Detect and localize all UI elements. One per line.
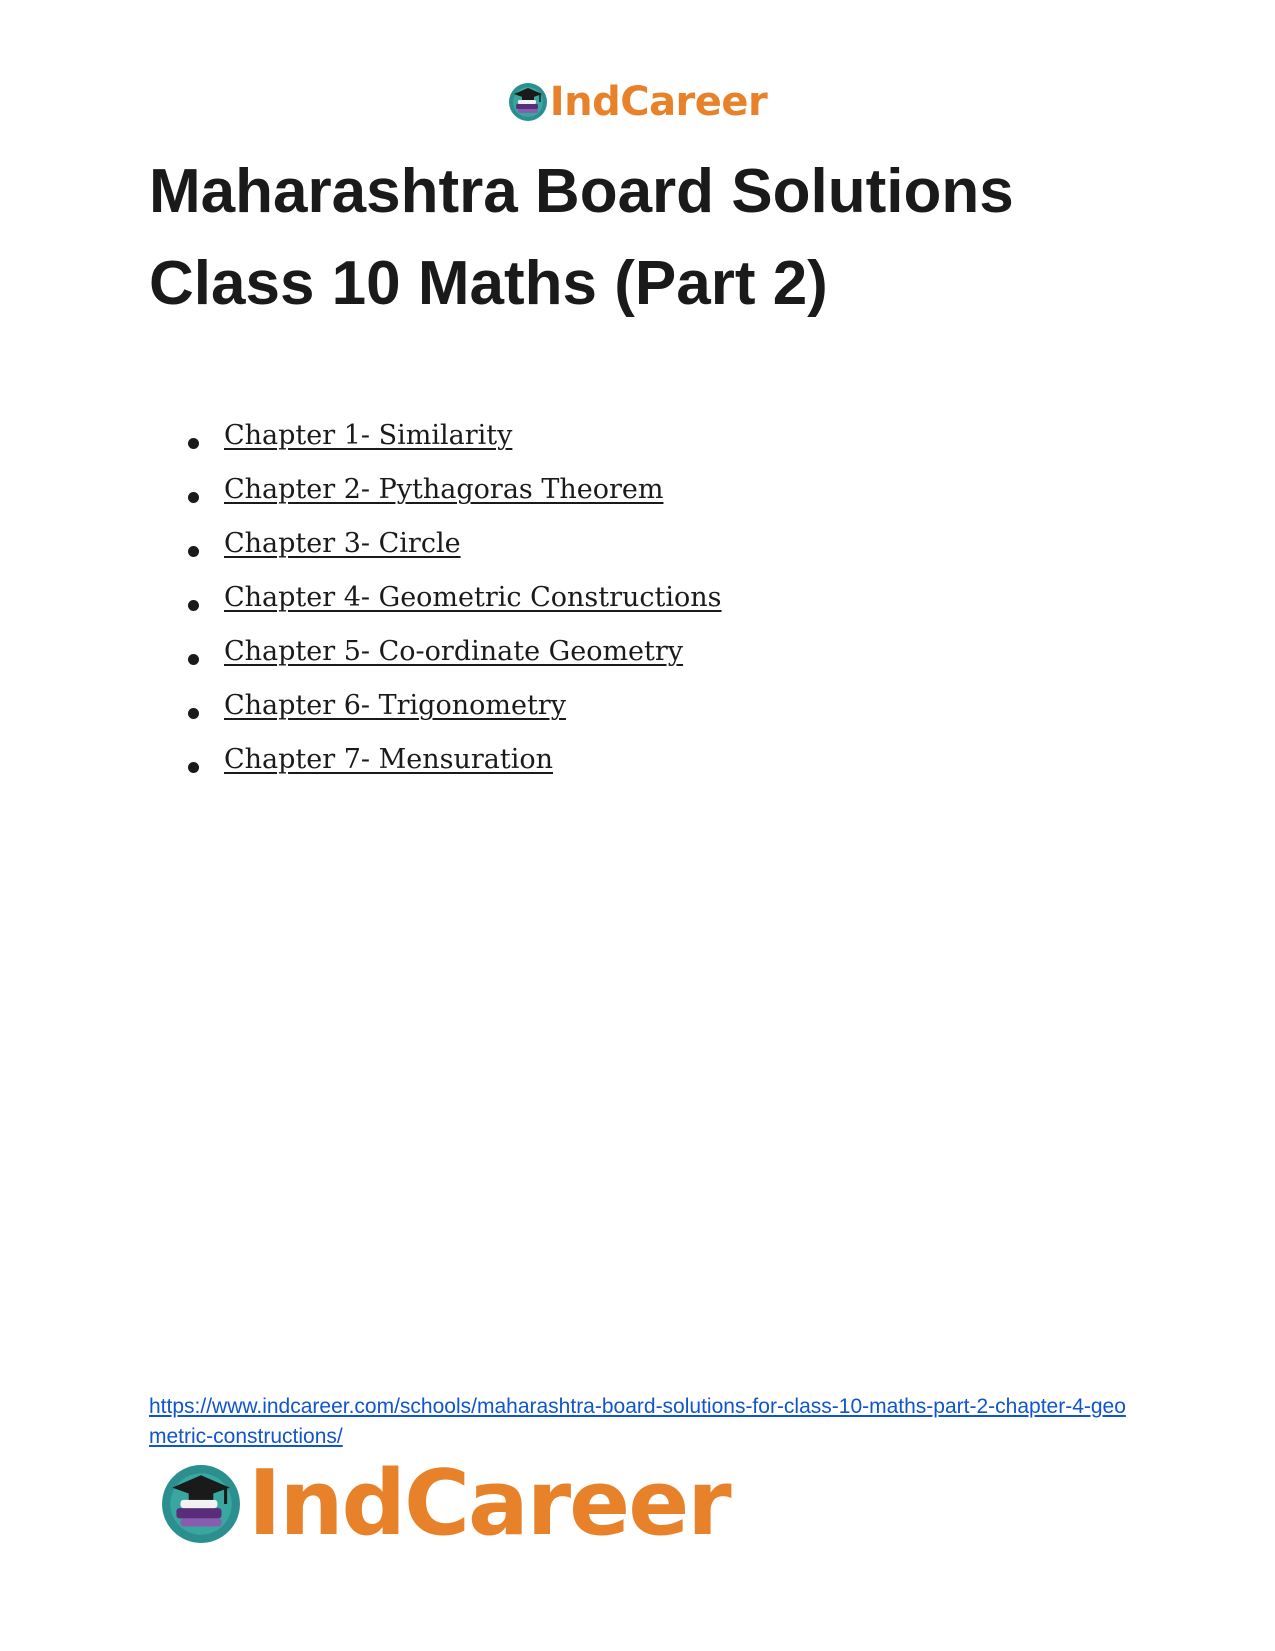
bullet-icon — [188, 654, 199, 665]
logo-text: IndCareer — [549, 79, 768, 125]
bullet-icon — [188, 600, 199, 611]
chapter-list-item — [224, 636, 722, 694]
chapter-link-6[interactable]: Chapter 6- Trigonometry — [224, 690, 566, 721]
graduation-cap-books-icon — [160, 1463, 242, 1545]
bullet-icon — [188, 762, 199, 773]
chapter-link-1[interactable]: Chapter 1- Similarity — [224, 420, 513, 451]
chapter-list-item — [224, 690, 722, 748]
chapter-list — [224, 420, 722, 802]
header-logo — [0, 80, 1275, 124]
chapter-list-item — [224, 528, 722, 586]
chapter-list-item — [224, 582, 722, 640]
page-title-line-1: Maharashtra Board Solutions — [149, 157, 1014, 226]
chapter-link-2[interactable]: Chapter 2- Pythagoras Theorem — [224, 474, 664, 505]
bullet-icon — [188, 708, 199, 719]
chapter-link-7[interactable]: Chapter 7- Mensuration — [224, 744, 554, 775]
bullet-icon — [188, 438, 199, 449]
page-title-line-2: Class 10 Maths (Part 2) — [149, 249, 828, 318]
chapter-list-item — [224, 474, 722, 532]
graduation-cap-books-icon — [508, 82, 548, 122]
source-url-link[interactable]: https://www.indcareer.com/schools/maharashtra-board-solutions-for-class-10-maths-part-2-chapter-4-geometric-constructions/ — [149, 1395, 1126, 1448]
indcareer-logo-large — [160, 1451, 730, 1556]
indcareer-logo — [508, 80, 768, 124]
bullet-icon — [188, 546, 199, 557]
chapter-link-3[interactable]: Chapter 3- Circle — [224, 528, 461, 559]
logo-text-large: IndCareer — [248, 1451, 730, 1556]
bullet-icon — [188, 492, 199, 503]
footer-logo — [160, 1451, 730, 1556]
chapter-list-item — [224, 420, 722, 478]
chapter-link-4[interactable]: Chapter 4- Geometric Constructions — [224, 582, 722, 613]
page-title — [149, 146, 1199, 330]
chapter-link-5[interactable]: Chapter 5- Co-ordinate Geometry — [224, 636, 684, 667]
chapter-list-item — [224, 744, 722, 802]
